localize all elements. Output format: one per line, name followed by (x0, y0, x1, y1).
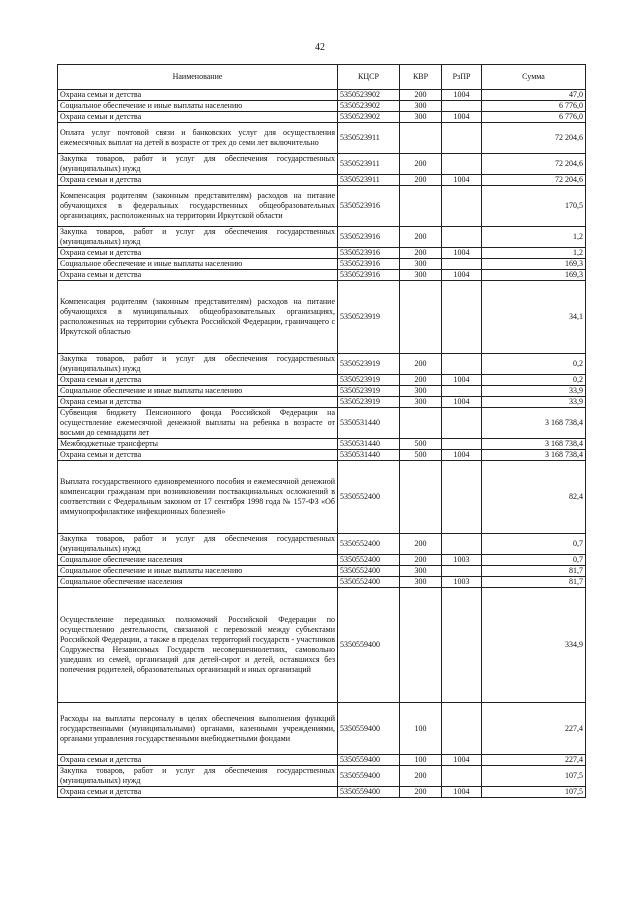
page-number: 42 (315, 42, 325, 53)
cell-sum: 3 168 738,4 (482, 408, 586, 439)
cell-kvr: 200 (400, 766, 442, 787)
cell-kcsr: 5350523919 (338, 397, 400, 408)
table-row (58, 270, 586, 281)
table-row (58, 703, 586, 755)
cell-kcsr: 5350559400 (338, 588, 400, 703)
cell-kcsr: 5350523916 (338, 259, 400, 270)
cell-rzpr (442, 386, 482, 397)
cell-kcsr: 5350552400 (338, 555, 400, 566)
cell-kcsr: 5350559400 (338, 787, 400, 798)
cell-kcsr: 5350552400 (338, 534, 400, 555)
cell-kcsr: 5350523916 (338, 270, 400, 281)
cell-name: Субвенция бюджету Пенсионного фонда Российской Федерации на осуществление ежемесячной денежной выплаты на ребенка в возрасте от восьми до семнадцати лет (58, 408, 338, 439)
cell-kcsr: 5350523916 (338, 186, 400, 227)
cell-kvr: 200 (400, 787, 442, 798)
cell-kvr: 200 (400, 555, 442, 566)
table-row (58, 577, 586, 588)
table-body (58, 90, 586, 798)
cell-sum: 169,3 (482, 270, 586, 281)
table-row (58, 566, 586, 577)
cell-name: Осуществление переданных полномочий Российской Федерации по осуществлению деятельности, связанной с перевозкой между субъектами Российской Федерации, а также в пределах территорий государств - участников Содружества Независимых Государств несовершеннолетних, самовольно ушедших из семей, организаций для детей-сирот и детей, оставшихся без попечения родителей, образовательных организаций и иных организаций (58, 588, 338, 703)
cell-kvr (400, 588, 442, 703)
cell-name: Социальное обеспечение и иные выплаты населению (58, 386, 338, 397)
cell-kvr: 200 (400, 248, 442, 259)
cell-rzpr (442, 566, 482, 577)
cell-kvr (400, 123, 442, 154)
cell-rzpr: 1004 (442, 787, 482, 798)
cell-name: Социальное обеспечение населения (58, 577, 338, 588)
cell-kvr: 200 (400, 154, 442, 175)
cell-kvr: 500 (400, 450, 442, 461)
cell-rzpr (442, 703, 482, 755)
table-row (58, 259, 586, 270)
cell-kcsr: 5350523902 (338, 112, 400, 123)
table-row (58, 354, 586, 375)
cell-kcsr: 5350531440 (338, 439, 400, 450)
table-header-row (58, 65, 586, 90)
cell-sum: 72 204,6 (482, 154, 586, 175)
cell-kcsr: 5350523911 (338, 175, 400, 186)
cell-name: Охрана семьи и детства (58, 397, 338, 408)
cell-rzpr (442, 408, 482, 439)
cell-sum: 107,5 (482, 766, 586, 787)
table-row (58, 175, 586, 186)
cell-kcsr: 5350523911 (338, 123, 400, 154)
cell-rzpr: 1004 (442, 397, 482, 408)
cell-name: Межбюджетные трансферты (58, 439, 338, 450)
cell-name: Расходы на выплаты персоналу в целях обеспечения выполнения функций государственными (муниципальными) органами, казенными учреждениями, органами управления государственными внебюджетными фондами (58, 703, 338, 755)
cell-name: Социальное обеспечение и иные выплаты населению (58, 101, 338, 112)
cell-kcsr: 5350559400 (338, 755, 400, 766)
cell-rzpr: 1004 (442, 450, 482, 461)
cell-kcsr: 5350559400 (338, 766, 400, 787)
cell-kcsr: 5350523919 (338, 281, 400, 354)
cell-rzpr (442, 461, 482, 534)
cell-rzpr (442, 186, 482, 227)
cell-rzpr (442, 354, 482, 375)
header-kcsr: КЦСР (338, 65, 400, 90)
cell-name: Закупка товаров, работ и услуг для обеспечения государственных (муниципальных) нужд (58, 154, 338, 175)
cell-name: Закупка товаров, работ и услуг для обеспечения государственных (муниципальных) нужд (58, 354, 338, 375)
table-row (58, 186, 586, 227)
cell-name: Охрана семьи и детства (58, 787, 338, 798)
cell-sum: 1,2 (482, 227, 586, 248)
cell-kcsr: 5350523919 (338, 386, 400, 397)
budget-table (57, 64, 586, 798)
cell-name: Охрана семьи и детства (58, 248, 338, 259)
cell-kvr: 300 (400, 397, 442, 408)
cell-kvr: 300 (400, 101, 442, 112)
cell-kcsr: 5350531440 (338, 408, 400, 439)
header-name: Наименование (58, 65, 338, 90)
table-row (58, 227, 586, 248)
cell-name: Охрана семьи и детства (58, 175, 338, 186)
cell-rzpr: 1003 (442, 555, 482, 566)
cell-kcsr: 5350523902 (338, 101, 400, 112)
cell-kcsr: 5350523911 (338, 154, 400, 175)
cell-kvr: 300 (400, 386, 442, 397)
cell-kcsr: 5350523919 (338, 375, 400, 386)
cell-kcsr: 5350552400 (338, 577, 400, 588)
cell-kvr (400, 186, 442, 227)
cell-sum: 33,9 (482, 397, 586, 408)
cell-name: Охрана семьи и детства (58, 112, 338, 123)
cell-kvr (400, 281, 442, 354)
table-row (58, 248, 586, 259)
table-row (58, 755, 586, 766)
table-row (58, 439, 586, 450)
cell-kvr: 500 (400, 439, 442, 450)
cell-kvr: 200 (400, 90, 442, 101)
cell-rzpr: 1004 (442, 175, 482, 186)
table-row (58, 555, 586, 566)
cell-sum: 33,9 (482, 386, 586, 397)
cell-kcsr: 5350552400 (338, 566, 400, 577)
cell-name: Социальное обеспечение и иные выплаты населению (58, 259, 338, 270)
cell-name: Охрана семьи и детства (58, 375, 338, 386)
cell-kcsr: 5350559400 (338, 703, 400, 755)
cell-kcsr: 5350552400 (338, 461, 400, 534)
cell-kcsr: 5350523902 (338, 90, 400, 101)
table-row (58, 154, 586, 175)
cell-name: Выплата государственного единовременного пособия и ежемесячной денежной компенсации гражданам при возникновении поствакцинальных осложнений в соответствии с Федеральным законом от 17 сентября 1998 года № 157-ФЗ «Об иммунопрофилактике инфекционных болезней» (58, 461, 338, 534)
cell-name: Оплата услуг почтовой связи и банковских услуг для осуществления ежемесячных выплат на детей в возрасте от трех до семи лет включительно (58, 123, 338, 154)
cell-sum: 0,2 (482, 354, 586, 375)
cell-name: Охрана семьи и детства (58, 755, 338, 766)
cell-name: Закупка товаров, работ и услуг для обеспечения государственных (муниципальных) нужд (58, 534, 338, 555)
cell-sum: 227,4 (482, 755, 586, 766)
cell-name: Компенсация родителям (законным представителям) расходов на питание обучающихся в федеральных государственных общеобразовательных организациях, расположенных на территории Иркутской области (58, 186, 338, 227)
cell-kvr: 300 (400, 259, 442, 270)
cell-kvr: 300 (400, 577, 442, 588)
cell-kvr: 200 (400, 375, 442, 386)
table-row (58, 787, 586, 798)
cell-kvr: 200 (400, 227, 442, 248)
cell-rzpr (442, 154, 482, 175)
cell-kvr: 300 (400, 566, 442, 577)
cell-kvr: 300 (400, 112, 442, 123)
table-row (58, 101, 586, 112)
cell-name: Охрана семьи и детства (58, 90, 338, 101)
cell-name: Закупка товаров, работ и услуг для обеспечения государственных (муниципальных) нужд (58, 227, 338, 248)
cell-kvr: 100 (400, 755, 442, 766)
table-row (58, 281, 586, 354)
header-rzpr: РзПР (442, 65, 482, 90)
cell-kcsr: 5350523916 (338, 248, 400, 259)
cell-rzpr: 1004 (442, 248, 482, 259)
cell-sum: 47,0 (482, 90, 586, 101)
cell-sum: 334,9 (482, 588, 586, 703)
cell-sum: 6 776,0 (482, 101, 586, 112)
cell-sum: 170,5 (482, 186, 586, 227)
cell-sum: 82,4 (482, 461, 586, 534)
table-row (58, 397, 586, 408)
cell-sum: 0,7 (482, 555, 586, 566)
cell-kvr: 200 (400, 354, 442, 375)
table-row (58, 375, 586, 386)
table-row (58, 123, 586, 154)
cell-rzpr (442, 227, 482, 248)
table-row (58, 766, 586, 787)
header-kvr: КВР (400, 65, 442, 90)
table-row (58, 588, 586, 703)
cell-name: Компенсация родителям (законным представителям) расходов на питание обучающихся в муниципальных общеобразовательных организациях, расположенных на территории субъекта Российской Федерации, граничащего с Иркутской областью (58, 281, 338, 354)
cell-kvr (400, 461, 442, 534)
cell-rzpr: 1004 (442, 375, 482, 386)
cell-kvr: 100 (400, 703, 442, 755)
cell-kcsr: 5350523919 (338, 354, 400, 375)
cell-rzpr: 1004 (442, 270, 482, 281)
header-sum: Сумма (482, 65, 586, 90)
cell-kvr: 200 (400, 534, 442, 555)
cell-sum: 227,4 (482, 703, 586, 755)
cell-rzpr (442, 123, 482, 154)
cell-name: Охрана семьи и детства (58, 270, 338, 281)
table-row (58, 450, 586, 461)
table-row (58, 112, 586, 123)
cell-kcsr: 5350531440 (338, 450, 400, 461)
cell-name: Закупка товаров, работ и услуг для обеспечения государственных (муниципальных) нужд (58, 766, 338, 787)
cell-rzpr (442, 101, 482, 112)
table-row (58, 534, 586, 555)
cell-kvr: 300 (400, 270, 442, 281)
cell-sum: 81,7 (482, 577, 586, 588)
table-row (58, 408, 586, 439)
cell-sum: 0,7 (482, 534, 586, 555)
cell-sum: 0,2 (482, 375, 586, 386)
cell-name: Охрана семьи и детства (58, 450, 338, 461)
cell-sum: 3 168 738,4 (482, 439, 586, 450)
cell-sum: 6 776,0 (482, 112, 586, 123)
cell-sum: 34,1 (482, 281, 586, 354)
cell-rzpr (442, 439, 482, 450)
cell-rzpr (442, 534, 482, 555)
table-row (58, 386, 586, 397)
cell-sum: 72 204,6 (482, 175, 586, 186)
cell-rzpr: 1003 (442, 577, 482, 588)
cell-rzpr: 1004 (442, 755, 482, 766)
table-row (58, 461, 586, 534)
cell-sum: 3 168 738,4 (482, 450, 586, 461)
cell-rzpr (442, 766, 482, 787)
cell-kvr: 200 (400, 175, 442, 186)
table-row (58, 90, 586, 101)
cell-rzpr (442, 588, 482, 703)
cell-rzpr: 1004 (442, 90, 482, 101)
cell-rzpr: 1004 (442, 112, 482, 123)
cell-kcsr: 5350523916 (338, 227, 400, 248)
cell-sum: 1,2 (482, 248, 586, 259)
cell-sum: 81,7 (482, 566, 586, 577)
cell-sum: 107,5 (482, 787, 586, 798)
cell-sum: 169,3 (482, 259, 586, 270)
cell-sum: 72 204,6 (482, 123, 586, 154)
cell-name: Социальное обеспечение и иные выплаты населению (58, 566, 338, 577)
cell-rzpr (442, 259, 482, 270)
cell-name: Социальное обеспечение населения (58, 555, 338, 566)
cell-rzpr (442, 281, 482, 354)
cell-kvr (400, 408, 442, 439)
